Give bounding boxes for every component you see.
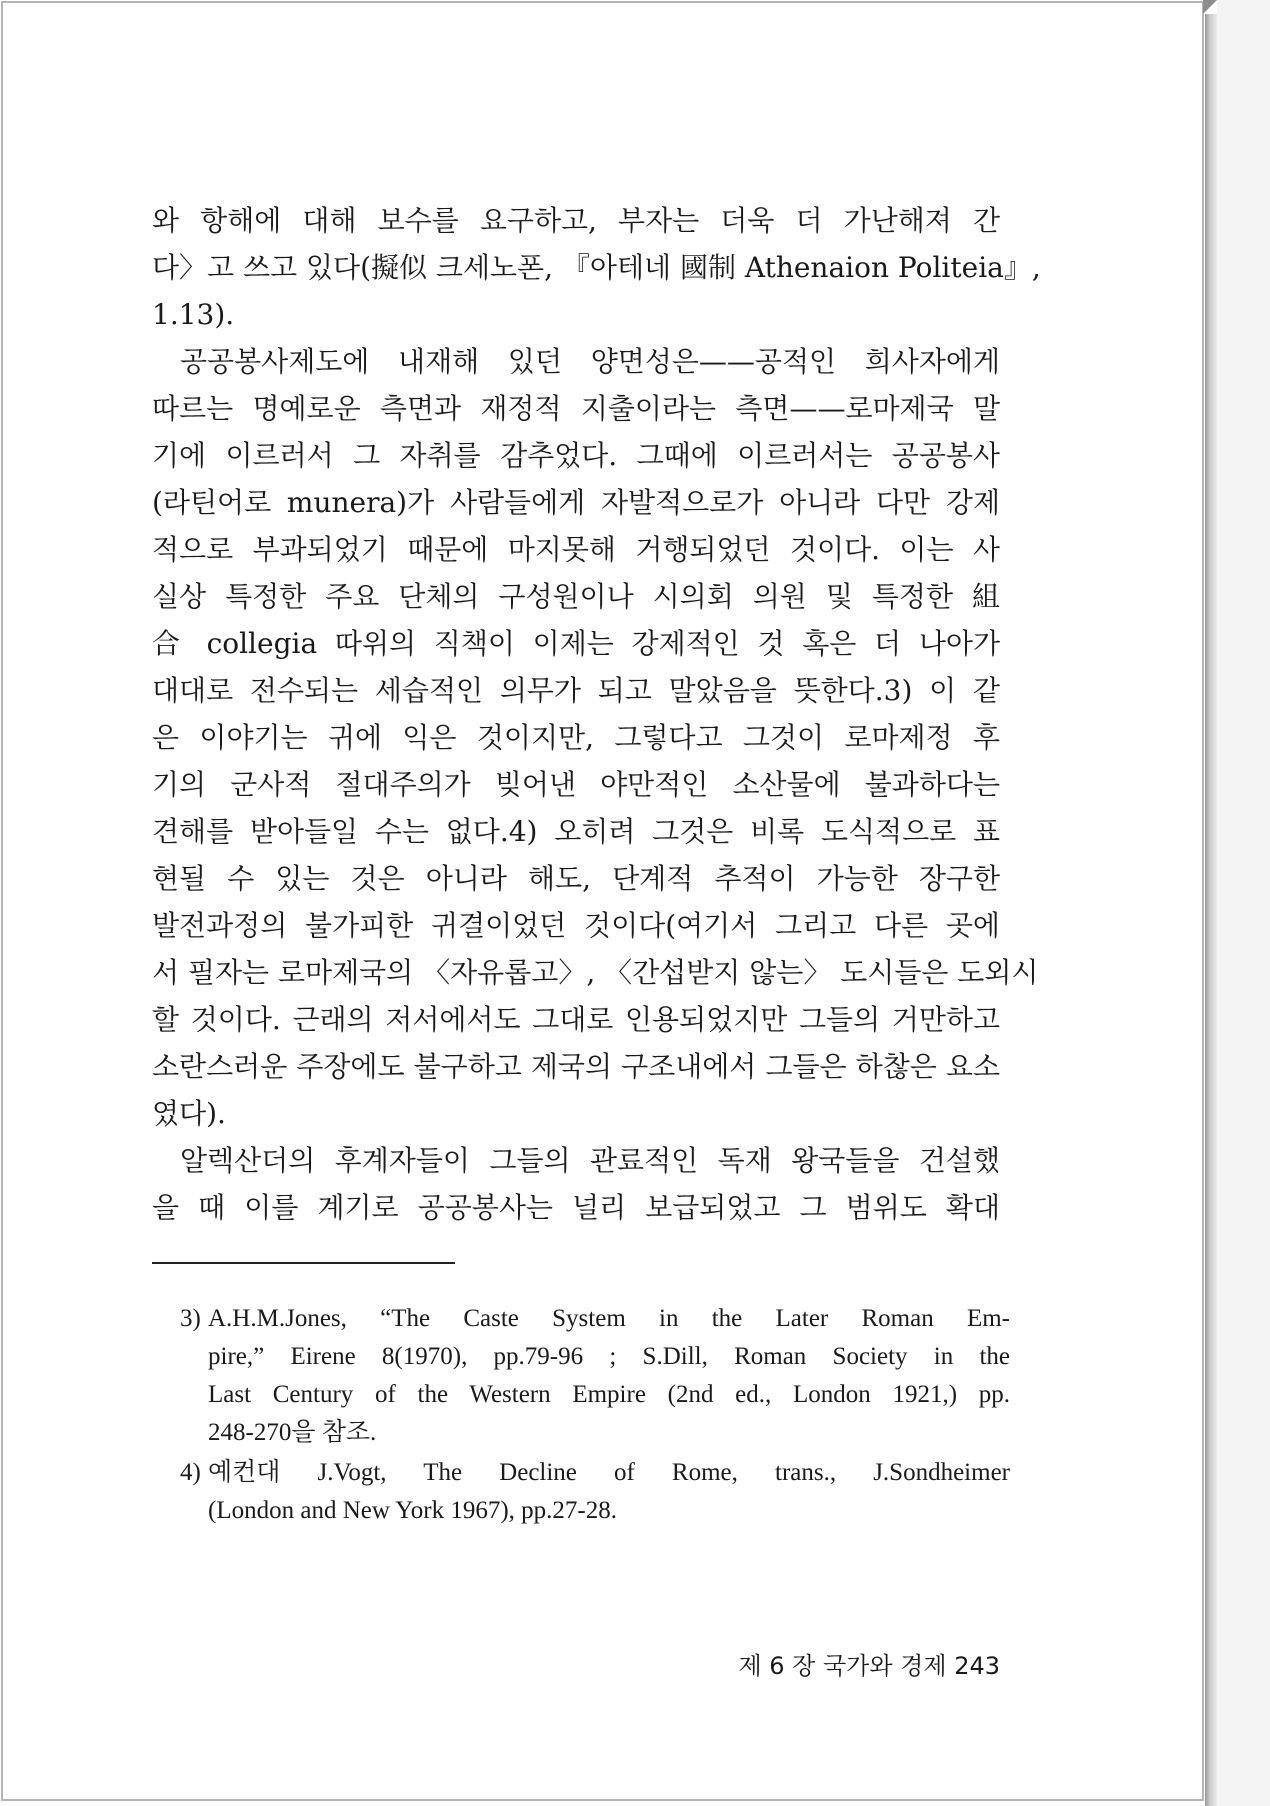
footnote-divider [152, 1262, 455, 1264]
scan-margin [1217, 0, 1270, 1806]
text-line: 서 필자는 로마제국의 〈자유롭고〉, 〈간섭받지 않는〉 도시들은 도외시 [152, 956, 1039, 989]
footnote-line: (London and New York 1967), pp.27-28. [208, 1497, 617, 1524]
text-line: 견해를 받아들일 수는 없다.4) 오히려 그것은 비록 도식적으로 표 [152, 815, 1000, 848]
footnotes [180, 1300, 1010, 1532]
footnote-line: 예컨대 J.Vogt, The Decline of Rome, trans., J.Sondheimer [208, 1459, 1010, 1486]
text-line: 공공봉사제도에 내재해 있던 양면성은——공적인 희사자에게 [180, 345, 1000, 378]
text-line: 였다). [152, 1097, 226, 1130]
footnote-number: 3) [180, 1305, 201, 1332]
footnote-3 [180, 1300, 1010, 1452]
footnote-line: 248-270을 참조. [208, 1419, 377, 1446]
footnote-line: Last Century of the Western Empire (2nd ed., London 1921,) pp. [208, 1381, 1010, 1408]
body-text [152, 197, 1041, 1231]
footnote-line: A.H.M.Jones, “The Caste System in the Later Roman Em- [208, 1305, 1010, 1332]
text-line: 소란스러운 주장에도 불구하고 제국의 구조내에서 그들은 하찮은 요소 [152, 1050, 1000, 1083]
text-line: 와 항해에 대해 보수를 요구하고, 부자는 더욱 더 가난해져 간 [152, 204, 1000, 237]
text-line: 할 것이다. 근래의 저서에서도 그대로 인용되었지만 그들의 거만하고 [152, 1003, 1000, 1036]
text-line: 현될 수 있는 것은 아니라 해도, 단계적 추적이 가능한 장구한 [152, 862, 1000, 895]
text-line: 실상 특정한 주요 단체의 구성원이나 시의회 의원 및 특정한 組 [152, 580, 1000, 613]
text-line: 기의 군사적 절대주의가 빚어낸 야만적인 소산물에 불과하다는 [152, 768, 1000, 801]
text-line: 알렉산더의 후계자들이 그들의 관료적인 독재 왕국들을 건설했 [180, 1144, 1000, 1177]
text-line: 적으로 부과되었기 때문에 마지못해 거행되었던 것이다. 이는 사 [152, 533, 1000, 566]
text-line: 을 때 이를 계기로 공공봉사는 널리 보급되었고 그 범위도 확대 [152, 1191, 1000, 1224]
footnote-4 [180, 1454, 1010, 1530]
page-number: 243 [954, 1652, 1000, 1680]
chapter-title: 제 6 장 국가와 경제 [738, 1652, 947, 1680]
footnote-number: 4) [180, 1459, 201, 1486]
text-line: 대대로 전수되는 세습적인 의무가 되고 말았음을 뜻한다.3) 이 같 [152, 674, 1000, 707]
text-line: 은 이야기는 귀에 익은 것이지만, 그렇다고 그것이 로마제정 후 [152, 721, 1000, 754]
running-footer [680, 1650, 1000, 1682]
text-line: 1.13). [152, 298, 235, 331]
page-corner-fold [1203, 0, 1217, 14]
text-line: 발전과정의 불가피한 귀결이었던 것이다(여기서 그리고 다른 곳에 [152, 909, 1000, 942]
text-line: 따르는 명예로운 측면과 재정적 지출이라는 측면——로마제국 말 [152, 392, 1000, 425]
text-line: 기에 이르러서 그 자취를 감추었다. 그때에 이르러서는 공공봉사 [152, 439, 1000, 472]
page-edge-shadow [1205, 14, 1217, 1806]
text-line: 다〉고 쓰고 있다(擬似 크세노폰, 『아테네 國制 Athenaion Politeia』, [152, 251, 1041, 284]
footnote-line: pire,” Eirene 8(1970), pp.79-96 ; S.Dill, Roman Society in the [208, 1343, 1010, 1370]
text-line: 合 collegia 따위의 직책이 이제는 강제적인 것 혹은 더 나아가 [152, 627, 1000, 660]
text-line: (라틴어로 munera)가 사람들에게 자발적으로가 아니라 다만 강제 [152, 486, 1000, 519]
